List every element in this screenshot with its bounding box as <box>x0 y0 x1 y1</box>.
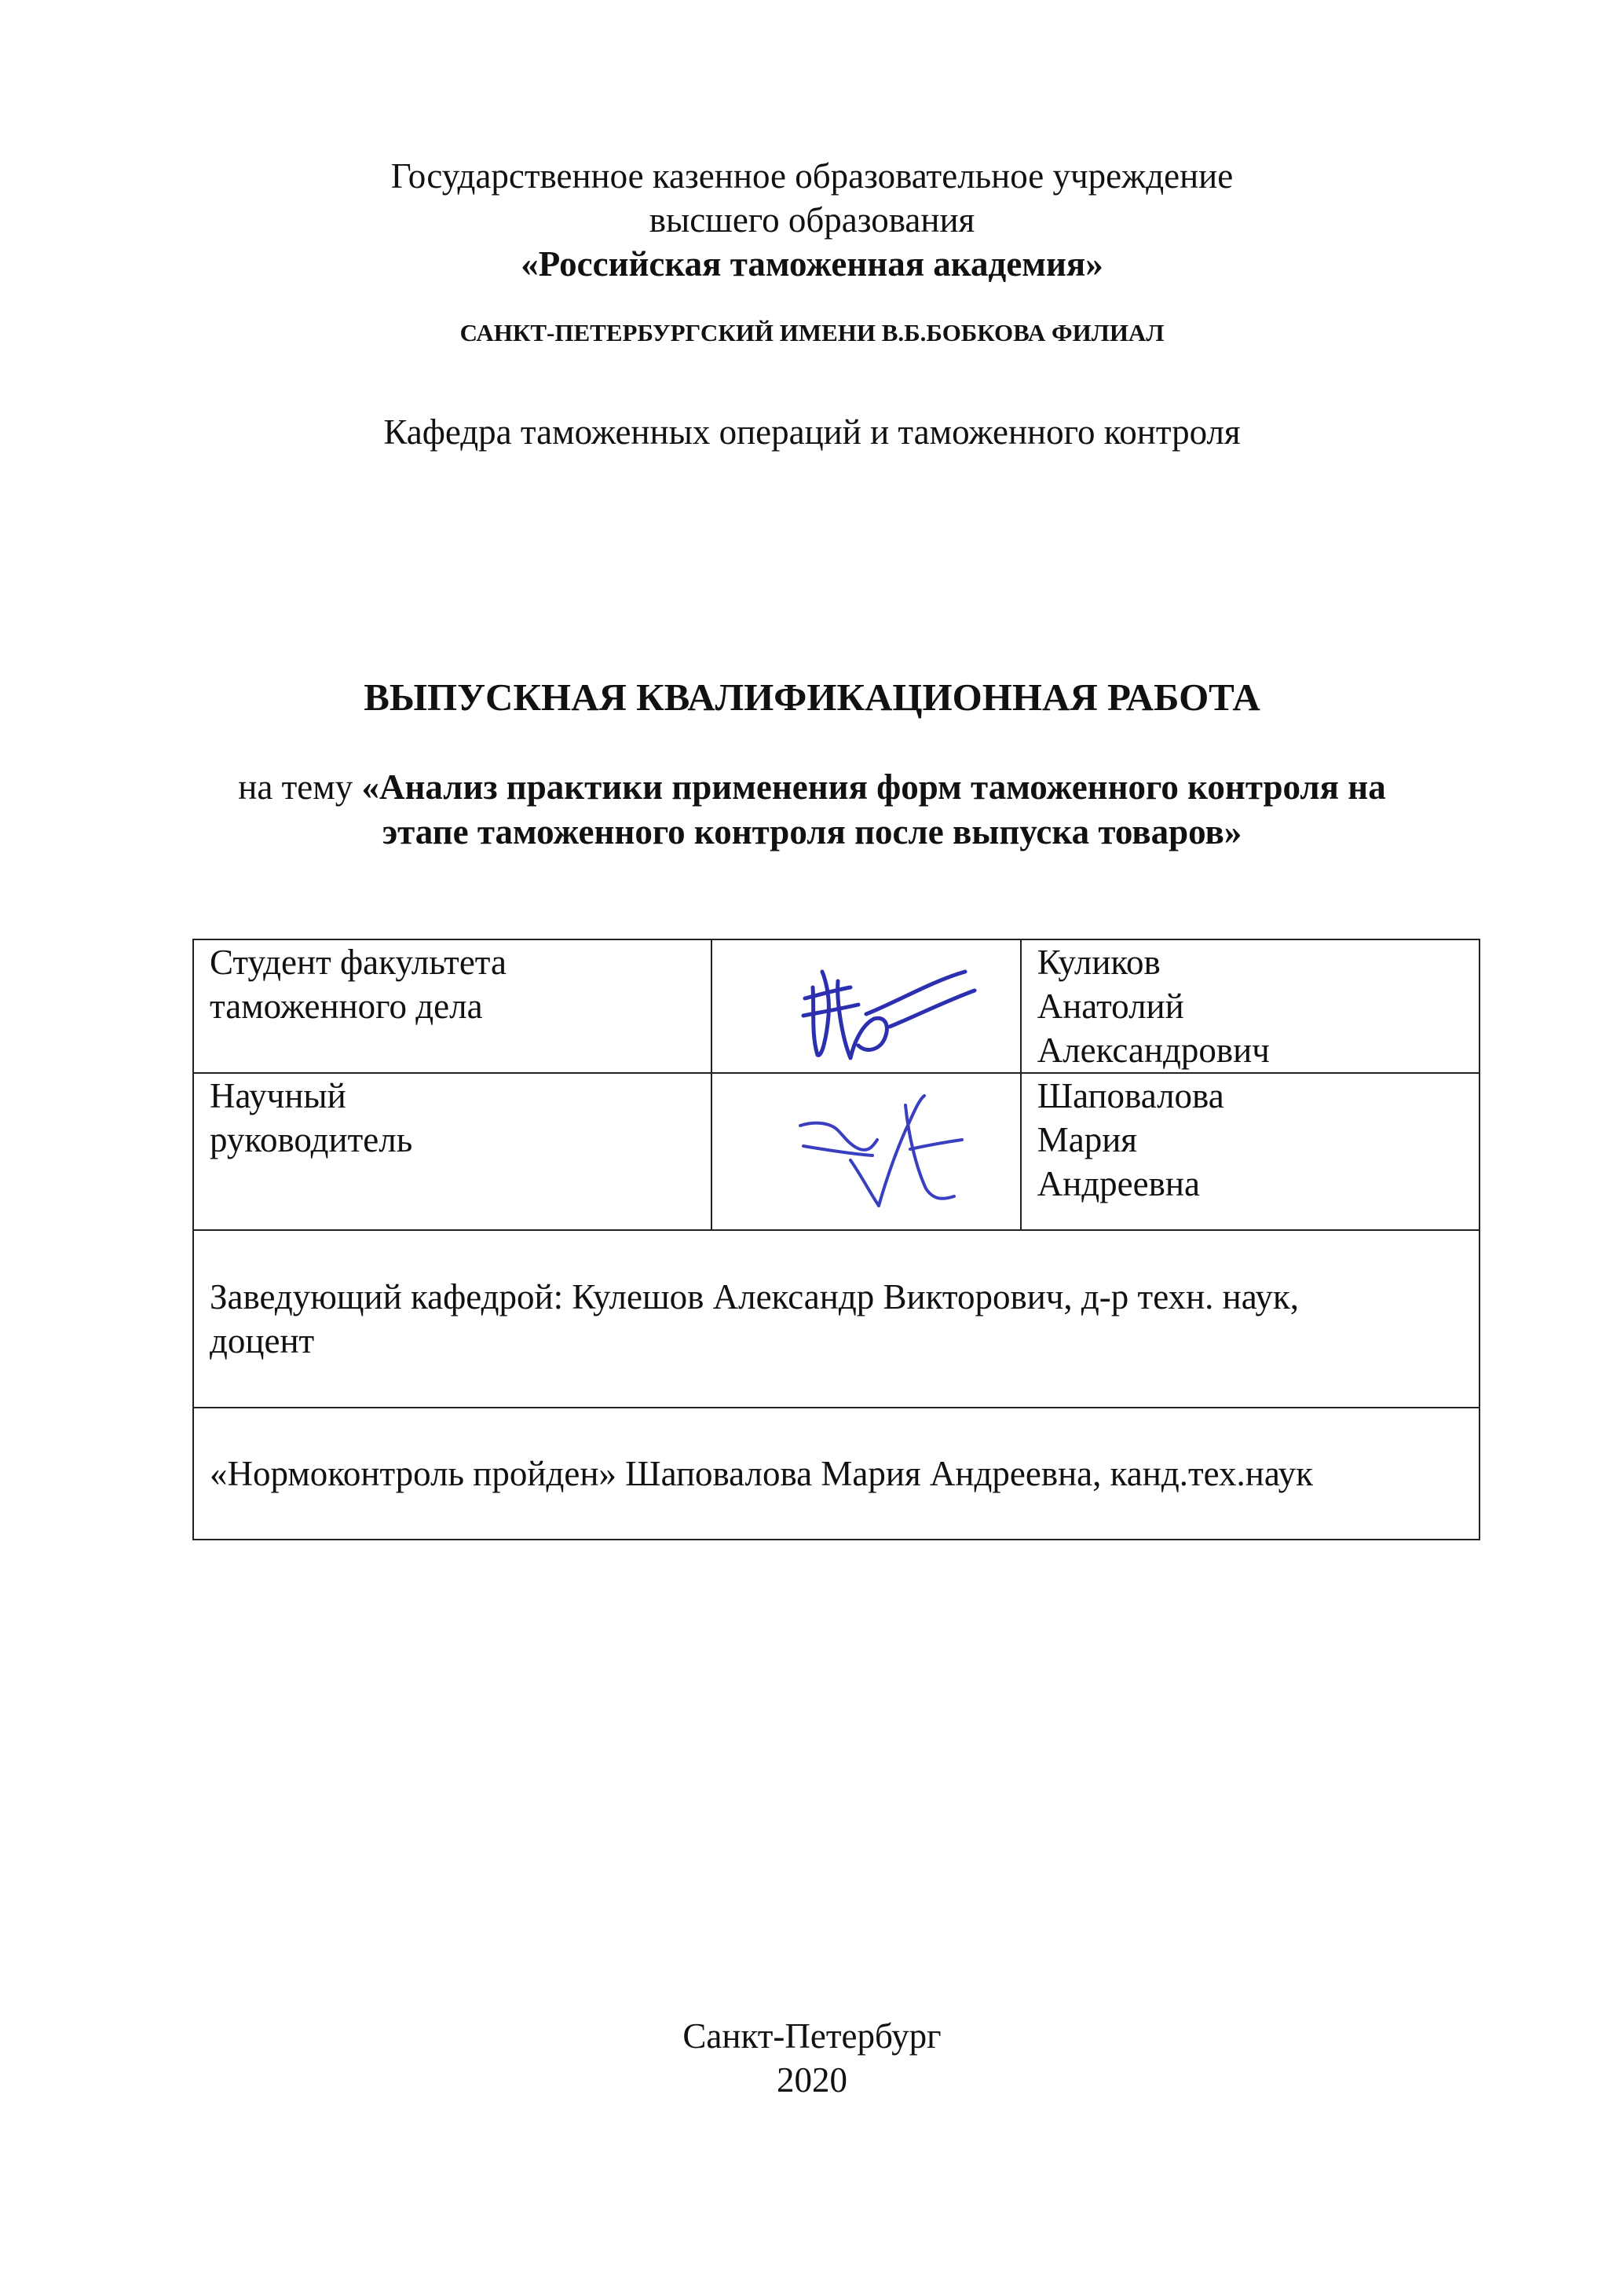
normcontrol-text: «Нормоконтроль пройден» Шаповалова Мария Андреевна, канд.тех.наук <box>210 1454 1313 1493</box>
student-role-line-1: Студент факультета <box>210 943 507 982</box>
student-name-line-1: Куликов <box>1037 943 1161 982</box>
advisor-name-line-2: Мария <box>1037 1120 1137 1159</box>
student-row <box>193 939 1480 1073</box>
branch-name: САНКТ-ПЕТЕРБУРГСКИЙ ИМЕНИ В.Б.БОБКОВА ФИЛИАЛ <box>459 319 1165 346</box>
student-name-line-3: Александрович <box>1037 1031 1270 1070</box>
department-head-cell <box>193 1230 1480 1408</box>
topic-line-1 <box>0 765 1624 809</box>
signature-table <box>192 939 1480 1540</box>
topic-text-1: «Анализ практики применения форм таможенного контроля на <box>361 767 1386 807</box>
document-title: ВЫПУСКНАЯ КВАЛИФИКАЦИОННАЯ РАБОТА <box>364 676 1260 719</box>
student-signature-image <box>712 940 1047 1071</box>
normcontrol-row <box>193 1408 1480 1540</box>
advisor-signature-cell <box>711 1073 1020 1230</box>
advisor-name-cell <box>1021 1073 1480 1230</box>
student-role-line-2: таможенного дела <box>210 987 483 1026</box>
advisor-role-cell <box>193 1073 711 1230</box>
topic-line-2: этапе таможенного контроля после выпуска товаров» <box>382 812 1242 851</box>
advisor-role-line-1: Научный <box>210 1076 346 1115</box>
normcontrol-cell <box>193 1408 1480 1540</box>
topic-prefix: на тему <box>238 767 362 807</box>
student-signature-cell <box>711 939 1020 1073</box>
department-head-row <box>193 1230 1480 1408</box>
student-name-line-2: Анатолий <box>1037 987 1184 1026</box>
department-head-line-1: Заведующий кафедрой: Кулешов Александр Викторович, д-р техн. наук, <box>210 1277 1300 1316</box>
department-head-line-2: доцент <box>210 1321 315 1360</box>
footer-year: 2020 <box>777 2060 847 2100</box>
student-role-cell <box>193 939 711 1073</box>
institution-line-1: Государственное казенное образовательное учреждение <box>390 156 1234 196</box>
department-name: Кафедра таможенных операций и таможенного контроля <box>383 412 1241 452</box>
academy-name: «Российская таможенная академия» <box>521 244 1103 284</box>
institution-line-2: высшего образования <box>649 200 975 240</box>
student-name-cell <box>1021 939 1480 1073</box>
advisor-row <box>193 1073 1480 1230</box>
advisor-role-line-2: руководитель <box>210 1120 413 1159</box>
advisor-name-line-1: Шаповалова <box>1037 1076 1224 1115</box>
advisor-signature-image <box>712 1074 1047 1231</box>
footer-city: Санкт-Петербург <box>682 2016 942 2056</box>
advisor-name-line-3: Андреевна <box>1037 1164 1200 1203</box>
